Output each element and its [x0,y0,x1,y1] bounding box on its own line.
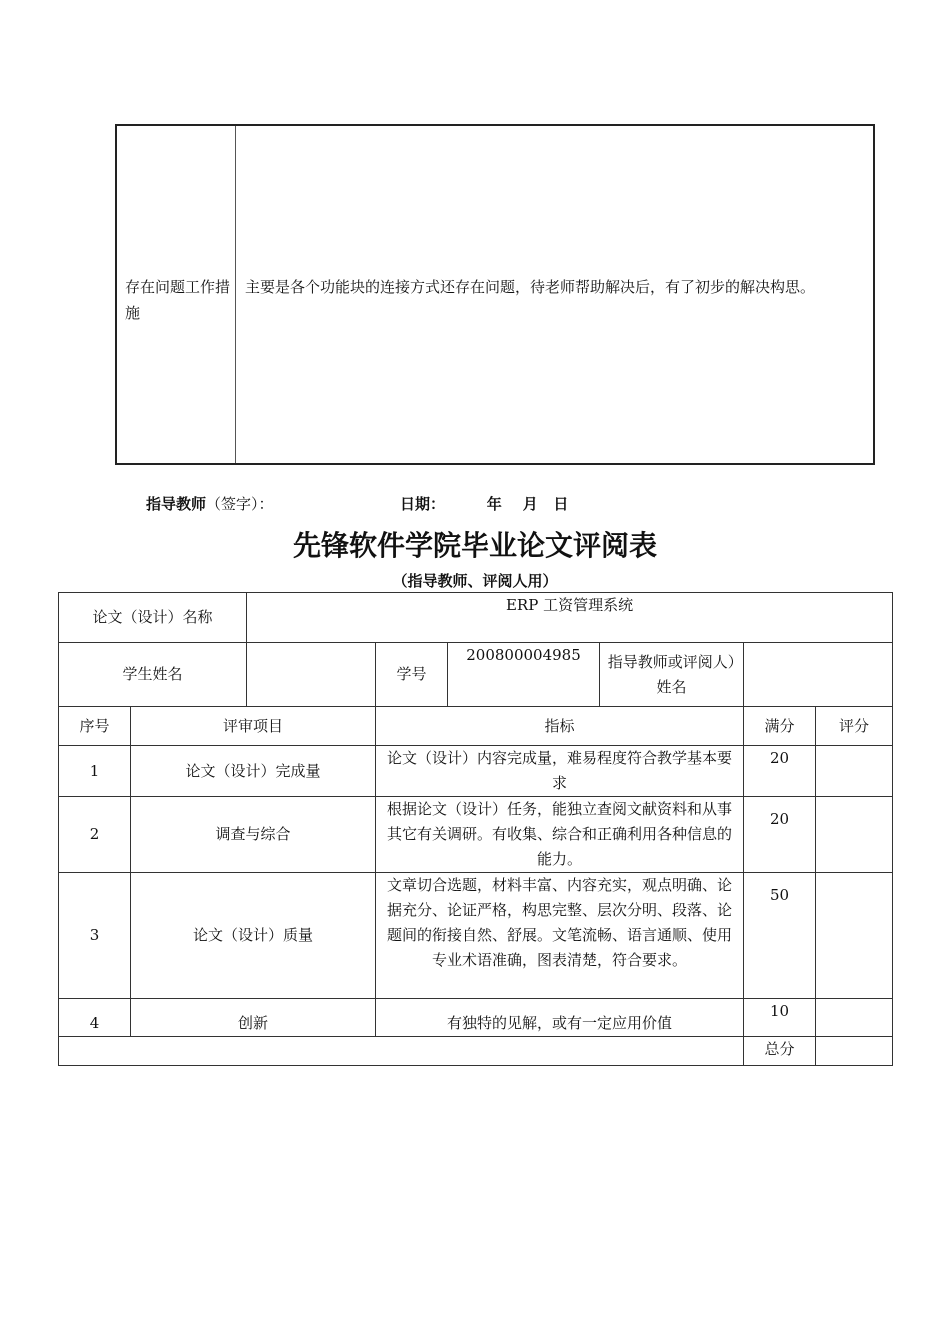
advisor-label: 指导教师 [146,495,207,513]
header-no: 序号 [59,707,131,746]
total-spacer [59,1037,744,1066]
month-label: 月 [522,495,538,513]
student-name-value [247,643,376,707]
total-value [816,1037,893,1066]
total-label: 总分 [744,1037,816,1066]
column-divider [235,126,236,463]
reviewer-label: 指导教师或评阅人）姓名 [600,643,744,707]
total-row [59,1037,893,1066]
year-label: 年 [486,495,502,513]
form-title: 先锋软件学院毕业论文评阅表 [292,529,657,562]
header-item: 评审项目 [131,707,376,746]
table-row [59,999,893,1037]
problem-measures-content: 主要是各个功能块的连接方式还存在问题，待老师帮助解决后，有了初步的解决构思。 [245,278,816,296]
header-score: 评分 [816,707,893,746]
row-no: 2 [59,797,131,873]
row-full: 10 [744,999,816,1037]
row-score [816,797,893,873]
problem-measures-box [115,124,875,465]
thesis-name-value: ERP 工资管理系统 [247,593,893,643]
table-row [59,873,893,999]
student-id-value: 200800004985 [448,643,600,707]
row-indicator: 文章切合选题，材料丰富、内容充实，观点明确、论据充分、论证严格，构思完整、层次分明、段落、论题间的衔接自然、舒展。文笔流畅、语言通顺、使用专业术语准确，图表清楚，符合要求。 [376,873,744,999]
student-info-row [59,643,893,707]
header-full: 满分 [744,707,816,746]
row-indicator: 根据论文（设计）任务，能独立查阅文献资料和从事其它有关调研。有收集、综合和正确利用各种信息的能力。 [376,797,744,873]
table-row [59,797,893,873]
date-label: 日期： [400,495,446,513]
day-label: 日 [553,495,569,513]
thesis-name-row [59,593,893,643]
student-name-label: 学生姓名 [59,643,247,707]
row-score [816,746,893,797]
row-indicator: 论文（设计）内容完成量，难易程度符合教学基本要求 [376,746,744,797]
row-item: 论文（设计）质量 [131,873,376,999]
row-full: 20 [744,746,816,797]
problem-measures-label: 存在问题工作措施 [125,278,231,322]
table-header-row [59,707,893,746]
row-item: 调查与综合 [131,797,376,873]
reviewer-value [744,643,893,707]
row-full: 20 [744,797,816,873]
row-no: 1 [59,746,131,797]
evaluation-table [58,592,893,1066]
table-row [59,746,893,797]
student-id-label: 学号 [376,643,448,707]
row-no: 3 [59,873,131,999]
sign-note: （签字）： [206,495,274,513]
row-score [816,873,893,999]
header-indicator: 指标 [376,707,744,746]
signature-row [146,493,569,514]
form-subtitle: （指导教师、评阅人用） [392,572,558,590]
row-item: 论文（设计）完成量 [131,746,376,797]
row-score [816,999,893,1037]
row-indicator: 有独特的见解，或有一定应用价值 [376,999,744,1037]
row-full: 50 [744,873,816,999]
row-item: 创新 [131,999,376,1037]
date-field [400,493,568,514]
row-no: 4 [59,999,131,1037]
thesis-name-label: 论文（设计）名称 [59,593,247,643]
